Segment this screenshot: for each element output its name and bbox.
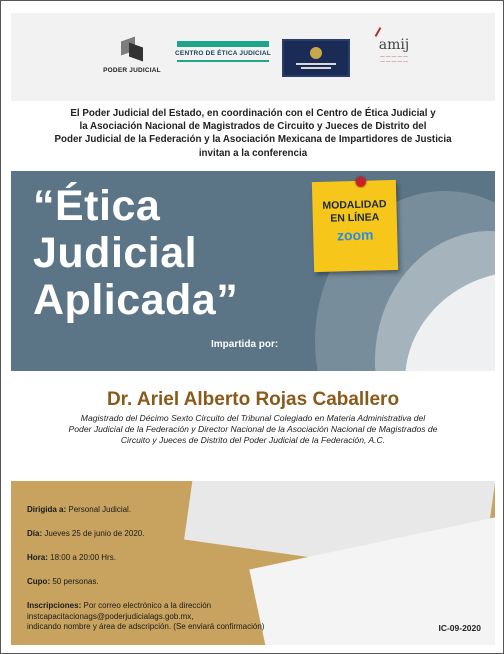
speaker-name: Dr. Ariel Alberto Rojas Caballero [106, 389, 400, 410]
poder-judicial-label: PODER JUDICIAL [103, 67, 161, 74]
seal-icon [310, 47, 322, 59]
dia-label: Día: [27, 529, 43, 538]
dirigida-row [27, 505, 327, 514]
event-info-panel [11, 481, 495, 645]
speaker-desc-line: Poder Judicial de la Federación y Director Nacional de la Asociación Nacional de Magistrados de [68, 424, 438, 435]
inscripciones-row [27, 601, 327, 633]
amij-label: amij [378, 37, 410, 53]
dirigida-label: Dirigida a: [27, 505, 67, 514]
poder-judicial-logo [97, 35, 167, 74]
dia-row [27, 529, 327, 538]
title-line: Aplicada” [33, 276, 239, 324]
centro-etica-logo [177, 41, 269, 62]
amij-tagline-graphic: — — — — — — — — — — [380, 54, 408, 64]
centro-etica-label: CENTRO DE ÉTICA JUDICIAL [175, 50, 271, 57]
intro-line: El Poder Judicial del Estado, en coordinación con el Centro de Ética Judicial y [70, 108, 436, 119]
inscripciones-line3: indicando nombre y área de adscripción. (Se enviará confirmación) [27, 622, 265, 631]
intro-line: la Asociación Nacional de Magistrados de Circuito y Jueces de Distrito del [79, 121, 427, 133]
inscripciones-line1: Por correo electrónico a la dirección [83, 601, 212, 610]
logo-band [11, 13, 495, 101]
dirigida-value: Personal Judicial. [68, 505, 132, 514]
event-code: IC-09-2020 [438, 623, 481, 633]
speaker-desc-line: Magistrado del Décimo Sexto Circuito del Tribunal Colegiado en Materia Administrativa del [80, 413, 426, 423]
title-banner [11, 171, 495, 371]
zoom-logo: zoom [336, 226, 374, 244]
speaker-desc-line: Circuito y Jueces de Distrito del Poder Judicial de la Federación, A.C. [120, 435, 386, 446]
inscripciones-label: Inscripciones: [27, 601, 82, 610]
title-line: Judicial [33, 229, 198, 277]
intro-line: Poder Judicial de la Federación y la Asociación Mexicana de Impartidores de Justicia [54, 134, 452, 146]
modalidad-line: MODALIDAD [322, 198, 387, 212]
conference-title [33, 183, 238, 324]
pushpin-icon [356, 177, 366, 187]
amij-logo [369, 37, 419, 65]
cupo-value: 50 personas. [52, 577, 99, 586]
impartida-label: Impartida por: [211, 339, 279, 350]
cupo-row [27, 577, 327, 586]
modalidad-sticky-note [312, 180, 398, 272]
intro-line: invitan a la conferencia [198, 147, 308, 159]
hora-label: Hora: [27, 553, 48, 562]
hora-row [27, 553, 327, 562]
dia-value: Jueves 25 de junio de 2020. [44, 529, 145, 538]
inscripciones-email: instcapacitacionags@poderjudicialags.gob.mx, [27, 611, 194, 621]
en-linea-line: EN LÍNEA [330, 211, 380, 225]
title-line: “Ética [33, 182, 161, 230]
poder-judicial-mark-icon [119, 35, 145, 63]
hora-value: 18:00 a 20:00 Hrs. [50, 553, 116, 562]
asociacion-magistrados-logo [282, 39, 350, 77]
intro-text [21, 107, 485, 160]
event-details [27, 505, 327, 633]
cupo-label: Cupo: [27, 577, 51, 586]
feather-icon [375, 27, 382, 37]
speaker-description [29, 413, 477, 447]
